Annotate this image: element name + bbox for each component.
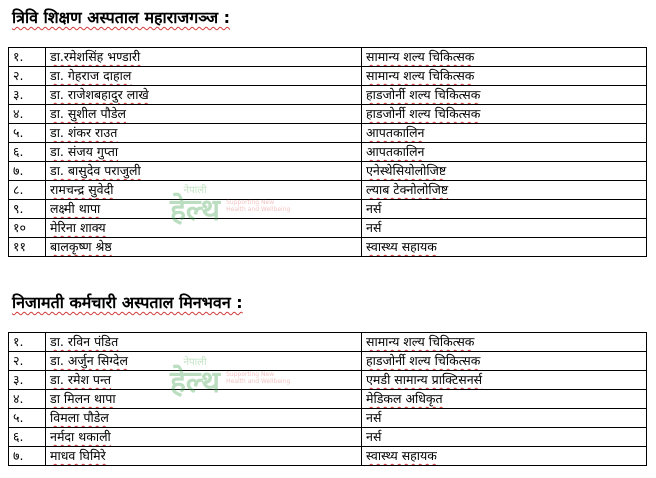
staff-role: नर्स — [362, 219, 647, 238]
table-row — [9, 219, 647, 238]
table-row — [9, 371, 647, 390]
staff-name: लक्ष्मी थापा — [46, 200, 362, 219]
watermark-tagline: Supporting New — [226, 198, 275, 206]
watermark-tagline: Health and Wellbeing — [226, 378, 291, 385]
staff-role: मेडिकल अधिकृत — [362, 390, 647, 409]
staff-name: डा.रमेशसिंह भण्डारी — [46, 48, 362, 67]
row-number: २. — [9, 67, 46, 86]
row-number: ३. — [9, 371, 46, 390]
table-row — [9, 333, 647, 352]
row-number: ५. — [9, 409, 46, 428]
table-row — [9, 48, 647, 67]
table-row — [9, 390, 647, 409]
watermark-top-text: नेपाली — [183, 357, 207, 368]
staff-role: एमडी सामान्य प्राक्टिसनर्स — [362, 371, 647, 390]
table-row — [9, 447, 647, 466]
staff-name: डा. अर्जुन सिग्देल — [46, 352, 362, 371]
table-row — [9, 200, 647, 219]
row-number: ३. — [9, 86, 46, 105]
staff-role: सामान्य शल्य चिकित्सक — [362, 67, 647, 86]
watermark-top-text: नेपाली — [183, 185, 207, 196]
section-1-heading: त्रिवि शिक्षण अस्पताल महाराजगञ्ज : — [12, 8, 231, 27]
row-number: ६. — [9, 143, 46, 162]
staff-name: रामचन्द्र सुवेदी — [46, 181, 362, 200]
staff-role: एनेस्थेसियोलोजिष्ट — [362, 162, 647, 181]
staff-role: स्वास्थ्य सहायक — [362, 238, 647, 257]
table-row — [9, 143, 647, 162]
table-row — [9, 162, 647, 181]
staff-role: नर्स — [362, 200, 647, 219]
row-number: ५. — [9, 124, 46, 143]
staff-role: आपतकालिन — [362, 124, 647, 143]
staff-role: नर्स — [362, 428, 647, 447]
staff-name: मेरिना शाक्य — [46, 219, 362, 238]
staff-table-2 — [8, 332, 647, 466]
staff-role: हाडजोर्नी शल्य चिकित्सक — [362, 105, 647, 124]
staff-role: सामान्य शल्य चिकित्सक — [362, 48, 647, 67]
watermark-brand-text: हेल्थ — [170, 193, 221, 228]
watermark-tagline: Health and Wellbeing — [226, 206, 291, 213]
staff-name: डा. संजय गुप्ता — [46, 143, 362, 162]
row-number: ११ — [9, 238, 46, 257]
table-row — [9, 352, 647, 371]
staff-name: नर्मदा थकाली — [46, 428, 362, 447]
table-row — [9, 409, 647, 428]
row-number: ७. — [9, 447, 46, 466]
table-row — [9, 181, 647, 200]
staff-role: सामान्य शल्य चिकित्सक — [362, 333, 647, 352]
staff-name: डा मिलन थापा — [46, 390, 362, 409]
staff-name: डा. राजेशबहादुर लाखे — [46, 86, 362, 105]
row-number: ४. — [9, 390, 46, 409]
staff-table-1 — [8, 47, 647, 257]
staff-name: डा. बासुदेव पराजुली — [46, 162, 362, 181]
staff-name: बालकृष्ण श्रेष्ठ — [46, 238, 362, 257]
row-number: ४. — [9, 105, 46, 124]
row-number: ६. — [9, 428, 46, 447]
table-row — [9, 67, 647, 86]
row-number: २. — [9, 352, 46, 371]
watermark-tagline: Supporting New — [226, 370, 275, 378]
staff-role: नर्स — [362, 409, 647, 428]
row-number: १० — [9, 219, 46, 238]
section-2-heading: निजामती कर्मचारी अस्पताल मिनभवन : — [12, 293, 243, 312]
row-number: ८. — [9, 181, 46, 200]
staff-name: डा. शंकर राउत — [46, 124, 362, 143]
table-row — [9, 105, 647, 124]
table-row — [9, 238, 647, 257]
staff-role: स्वास्थ्य सहायक — [362, 447, 647, 466]
row-number: १. — [9, 333, 46, 352]
staff-name: डा. रविन पंडित — [46, 333, 362, 352]
staff-role: आपतकालिन — [362, 143, 647, 162]
staff-name: डा. सुशील पौडेल — [46, 105, 362, 124]
table-row — [9, 124, 647, 143]
row-number: ७. — [9, 162, 46, 181]
staff-role: ल्याब टेक्नोलोजिष्ट — [362, 181, 647, 200]
staff-name: डा. रमेश पन्त — [46, 371, 362, 390]
staff-role: हाडजोर्नी शल्य चिकित्सक — [362, 352, 647, 371]
row-number: ९. — [9, 200, 46, 219]
row-number: १. — [9, 48, 46, 67]
watermark-brand-text: हेल्थ — [170, 365, 221, 400]
table-row — [9, 428, 647, 447]
staff-name: विमला पौडेल — [46, 409, 362, 428]
table-row — [9, 86, 647, 105]
staff-name: माधव घिमिरे — [46, 447, 362, 466]
staff-role: हाडजोर्नी शल्य चिकित्सक — [362, 86, 647, 105]
staff-name: डा. गेहराज दाहाल — [46, 67, 362, 86]
